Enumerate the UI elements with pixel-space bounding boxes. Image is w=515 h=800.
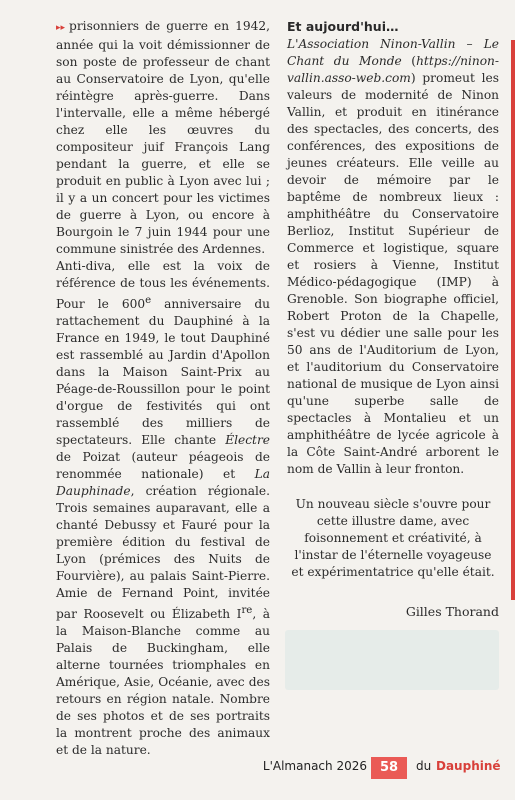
left-paragraph-1: ▸▸ prisonniers de guerre en 1942, année qui la voit démissionner de son poste de professeur de chant au Conservatoire de Lyon, qu'elle réintègre après-guerre. Dans l'intervalle, elle a même hébergé chez elle les œuvres du compositeur juif François Lang pendant la guerre, et elle se produit en public à Lyon avec lui ; il y a un concert pour les victimes de guerre à Lyon, ou encore à Bourgoin le 7 juin 1944 pour une commune sinistrée des Ardennes. bbox=[56, 19, 270, 256]
left-column bbox=[56, 18, 270, 759]
publication-dauphine: Dauphiné bbox=[436, 759, 501, 773]
author-signature: Gilles Thorand bbox=[405, 604, 499, 619]
left-paragraph-2: Anti-diva, elle est la voix de référence de tous les événements. Pour le 600e anniversaire du rattachement du Dauphiné à la France en 1949, le tout Dauphiné est rassemblé au Jardin d'Apollon dans la Maison Saint-Prix au Péage-de-Roussillon pour le point d'orgue de festivités qui ont rassemblé des milliers de spectateurs. Elle chante Électre de Poizat (auteur péageois de renommée nationale) et La Dauphinade, création régionale. Trois semaines auparavant, elle a chanté Debussy et Fauré pour la première édition du festival de Lyon (prémices des Nuits de Fourvière), au palais Saint-Pierre. Amie de Fernand Point, invitée par Roosevelt ou Élizabeth Ire, à la Maison-Blanche comme au Palais de Buckingham, elle alterne tournées triomphales en Amérique, Asie, Océanie, avec des retours en région natale. Nombre de ses photos et de ses portraits la montrent proche des animaux et de la nature. bbox=[56, 259, 270, 758]
edge-accent-bar bbox=[511, 40, 515, 600]
publication-du: du bbox=[416, 759, 432, 773]
right-column bbox=[287, 18, 499, 620]
association-url: https://ninon-vallin.asso-web.com bbox=[287, 54, 499, 85]
page-number: 58 bbox=[371, 757, 407, 779]
double-chevron-right-icon: ▸▸ bbox=[56, 23, 66, 33]
page-footer bbox=[0, 757, 515, 781]
publication-name: L'Almanach 2026 bbox=[262, 759, 367, 773]
right-paragraph-2: Un nouveau siècle s'ouvre pour cette illustre dame, avec foisonnement et créativité, à l'instar de l'éternelle voyageuse et expérimentatrice qu'elle était. bbox=[291, 497, 495, 579]
right-paragraph-1: L'Association Ninon-Vallin – Le Chant du Monde (https://ninon-vallin.asso-web.com) promeut les valeurs de modernité de Ninon Vallin, et produit en itinérance des spectacles, des concerts, des conférences, des expositions de jeunes créateurs. Elle veille au devoir de mémoire par le baptême de nombreux lieux : amphithéâtre du Conservatoire Berlioz, Institut Supérieur de Commerce et logistique, square et rosiers à Vienne, Institut Médico-pédagogique (IMP) à Grenoble. Son biographe officiel, Robert Proton de la Chapelle, s'est vu dédier une salle pour les 50 ans de l'Auditorium de Lyon, et l'auditorium du Conservatoire national de musique de Lyon ainsi qu'une superbe salle de spectacles à Montalieu et un amphithéâtre de lycée agricole à la Côte Saint-André arborent le nom de Vallin à leur fronton. bbox=[287, 37, 499, 476]
redacted-area bbox=[285, 630, 499, 690]
section-heading: Et aujourd'hui… bbox=[287, 19, 399, 34]
